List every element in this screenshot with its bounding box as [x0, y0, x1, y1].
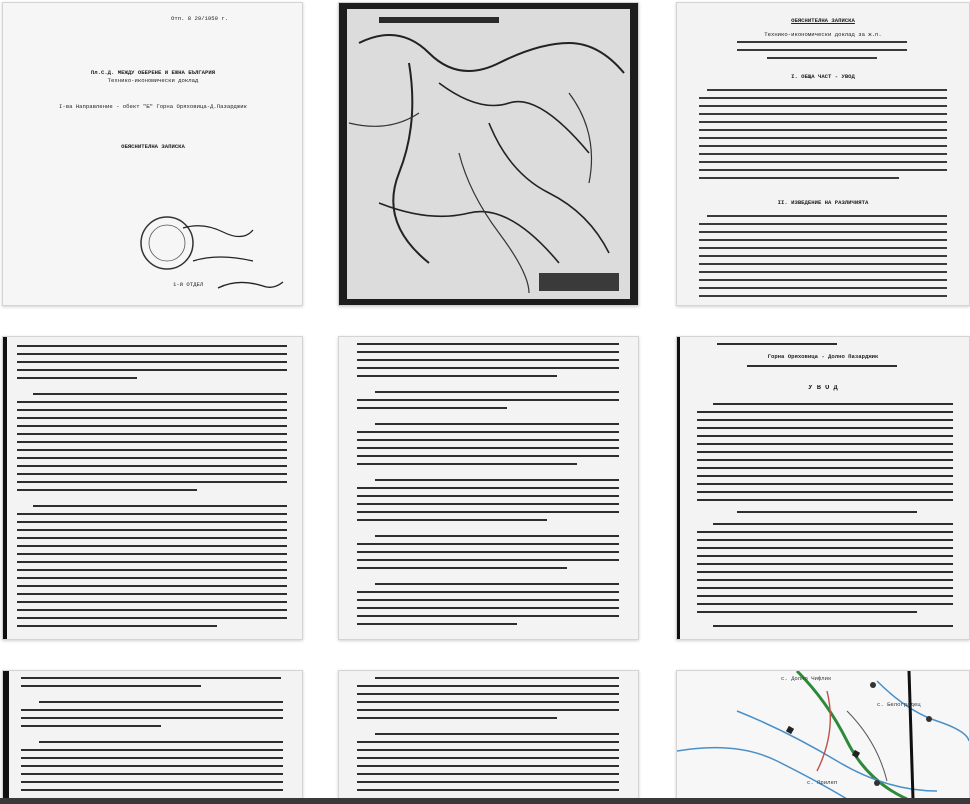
doc-section-title: ОБЯСНИТЕЛНА ЗАПИСКА	[121, 143, 185, 150]
doc-ref-text: Отп. 8 29/1959 г.	[171, 15, 229, 22]
doc-direction-line: I-ва Направление - обект "Б" Горна Оряховица-Д.Пазарджик	[59, 103, 247, 110]
thumbnail-map-color[interactable]	[676, 670, 970, 800]
bottom-scrollbar[interactable]	[0, 798, 970, 804]
map-label-1: с. Долно Чифлик	[781, 675, 832, 682]
doc-section-2: II. ИЗВЕДЕНИЕ НА РАЗЛИЧИЯТА	[777, 199, 869, 206]
doc-intro-title: У В О Д	[808, 385, 838, 392]
text-block-lines	[3, 337, 302, 639]
thumbnail-doc-title-page[interactable]	[2, 2, 303, 306]
thumbnail-doc-explanatory[interactable]	[676, 2, 970, 306]
doc-heading: ОБЯСНИТЕЛНА ЗАПИСКА	[791, 17, 855, 24]
doc-dept-line: 1-й ОТДЕЛ	[173, 281, 204, 288]
thumbnail-doc-introduction[interactable]	[676, 336, 970, 640]
thumbnail-doc-page-7[interactable]	[2, 670, 303, 800]
text-block-lines	[3, 671, 302, 799]
doc-title-line: Пл.С.Д. МЕЖДУ ОБЕРЕНЕ И ЕЖНА БЪЛГАРИЯ	[90, 69, 216, 76]
thumbnail-doc-page-4[interactable]	[2, 336, 303, 640]
thumbnail-doc-page-8[interactable]	[338, 670, 639, 800]
doc-header: Горна Оряховица - Долно Пазарджик	[767, 353, 879, 360]
doc-subtitle: Технико-икономически доклад за ж.п.	[764, 31, 882, 38]
map-label-3: с. Прилеп	[807, 779, 838, 786]
thumbnail-doc-page-5[interactable]	[338, 336, 639, 640]
text-block-lines	[677, 337, 969, 639]
map-label-2: с. Белоградец	[877, 701, 921, 708]
doc-subtitle-line: Технико-икономически доклад	[107, 77, 199, 84]
text-block-lines	[339, 671, 638, 799]
text-block-lines	[677, 3, 969, 305]
thumbnail-map-scan[interactable]	[338, 2, 639, 306]
doc-section-1: I. ОБЩА ЧАСТ - УВОД	[791, 73, 855, 80]
stamp-signature-icon	[3, 3, 302, 305]
text-block-lines	[339, 337, 638, 639]
route-map-icon	[339, 3, 638, 305]
